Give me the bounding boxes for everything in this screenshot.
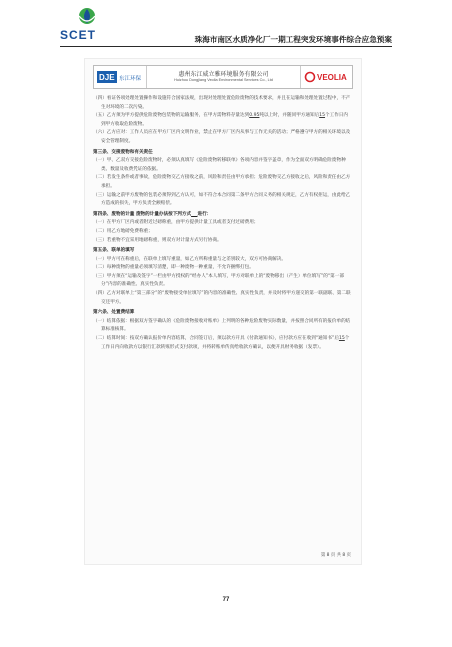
- clause: （三）若重物不宜采用地磅称重，则双方对计量方式另行协商。: [93, 237, 222, 243]
- page-number: 77: [222, 597, 230, 603]
- section-heading-text: 第四条、废物的计量 废物的计量办法按下列方式: [93, 211, 192, 217]
- clause: （一）在甲方厂区内或者附近过磅称重，由甲方提供计量工具或者支付过磅费用；: [93, 220, 259, 226]
- clause-text: 吨以上时，并随同甲方通知后: [259, 113, 320, 119]
- clause: （一）甲、乙双方交接危险废物时，必须认真填写《危险废物转移联单》各项内容并签字盖章，作为全面双方明确危险废物种类、数量及收费凭证的依据。: [93, 158, 346, 172]
- filled-days: 15: [338, 336, 345, 342]
- svg-text:DJE: DJE: [99, 73, 115, 82]
- section-heading: 第五条、联单的填写: [93, 248, 135, 254]
- logo-text: SCET: [60, 28, 97, 42]
- contract-body: [93, 95, 351, 352]
- clause: （四）乙方对联单上“第三部分”的“废物接受单位填写”的内容的准确性、真实性负责，并及时将甲方递交的第一联副联、第二联交还甲方。: [93, 291, 351, 305]
- veolia-logo-icon: [304, 70, 350, 84]
- company-name-cn: 惠州东江威立雅环境服务有限公司: [178, 71, 269, 78]
- clause: （三）甲方须在“运输及签字”一栏由甲方授权的“经办人”本人填写，甲方对联单上的“废物移出（产生）单位填写”的“第一部分”内容的准确性、真实性负责。: [93, 273, 344, 288]
- scanned-contract-page: [84, 58, 362, 565]
- section-heading: 第六条、处置费结算: [93, 310, 135, 316]
- clause: （二）若发生条件或者事故，危险废物交乙方接收之前，风险和责任由甲方承担；危险废物交乙方接收之后，风险和责任由乙方承担。: [93, 175, 351, 189]
- section-heading-text: 进行：: [197, 211, 212, 217]
- clause: [93, 335, 351, 352]
- inner-page-number: 第 8 页 共 8 页: [320, 553, 351, 558]
- svg-text:VEOLIA: VEOLIA: [317, 73, 347, 82]
- clause-4: （四）看证各项处理处置操作和设施符合国家法规，出现对处理处置危险废物的技术要求，并且在运输和处理处置过程中，不产生对环境的二次污染。: [93, 96, 351, 110]
- clause-text: 个工作日内向收款方以银行汇款转账形式支付款项，并将转账单传真给收款方确认，以便开具财务收据（发票）。: [101, 336, 350, 350]
- clause: （一）结算依据：根据双方签字确认的《危险废物接收对账单》上列明的各种危险废物实际数量，并按照合同所有的报价单的结算标准核算。: [93, 318, 351, 333]
- page-header: [0, 0, 452, 56]
- header-rule: [60, 46, 392, 47]
- clause: （二）用乙方地磅免费称重；: [93, 228, 153, 234]
- clause-text: （五）乙方须为甲方提供危险废物包装物的运输服务，在甲方需物料存量达到: [93, 113, 250, 119]
- section-heading: [93, 211, 351, 220]
- clause-5: [93, 112, 351, 129]
- section-heading: 第三条、交接废物和有关责任: [93, 149, 153, 155]
- filled-quantity: 0.95: [249, 113, 260, 119]
- document-title: 珠海市南区水质净化厂一期工程突发环境事件综合应急预案: [194, 35, 392, 44]
- company-name-en: Huizhou Dongjiang Veolia Environmental Services Co., Ltd: [174, 78, 273, 82]
- dje-logo-icon: [97, 70, 143, 84]
- letterhead: [93, 65, 353, 89]
- clause: （二）每种废物的重量必须填写清楚，即一种废物一种重量，不允许捆绑打包。: [93, 265, 254, 271]
- clause-text: 个工作日内到甲方收取危险废物。: [101, 113, 349, 127]
- letterhead-divider: [300, 66, 301, 88]
- clause-6: （六）乙方应对：工作人员应在甲方厂区内文明作业，禁止在甲方厂区内从事与工作无关的活动；严格遵守甲方的相关环境以及安全管理制度。: [93, 130, 351, 144]
- svg-text:东江环保: 东江环保: [119, 76, 142, 82]
- clause-text: （二）结算时间：按双方确认报价单内容结算，合同签订后，须以款方开具《付款通知书》，应付款方应在收到“通知书”后: [93, 336, 339, 342]
- filled-days: 15: [319, 113, 326, 119]
- clause: （三）运输之前甲方废物的包装必须得到乙方认可，如不符合本合同第二条甲方合同义务的相关规定，乙方有权拒运，由此给乙方造成的损失，甲方负责全额赔偿。: [93, 192, 351, 207]
- clause: （一）甲方可在称重后，在联单上填写重量，如乙方所称重量与之差别较大，双方可协商解决。: [93, 256, 286, 262]
- letterhead-divider: [146, 66, 147, 88]
